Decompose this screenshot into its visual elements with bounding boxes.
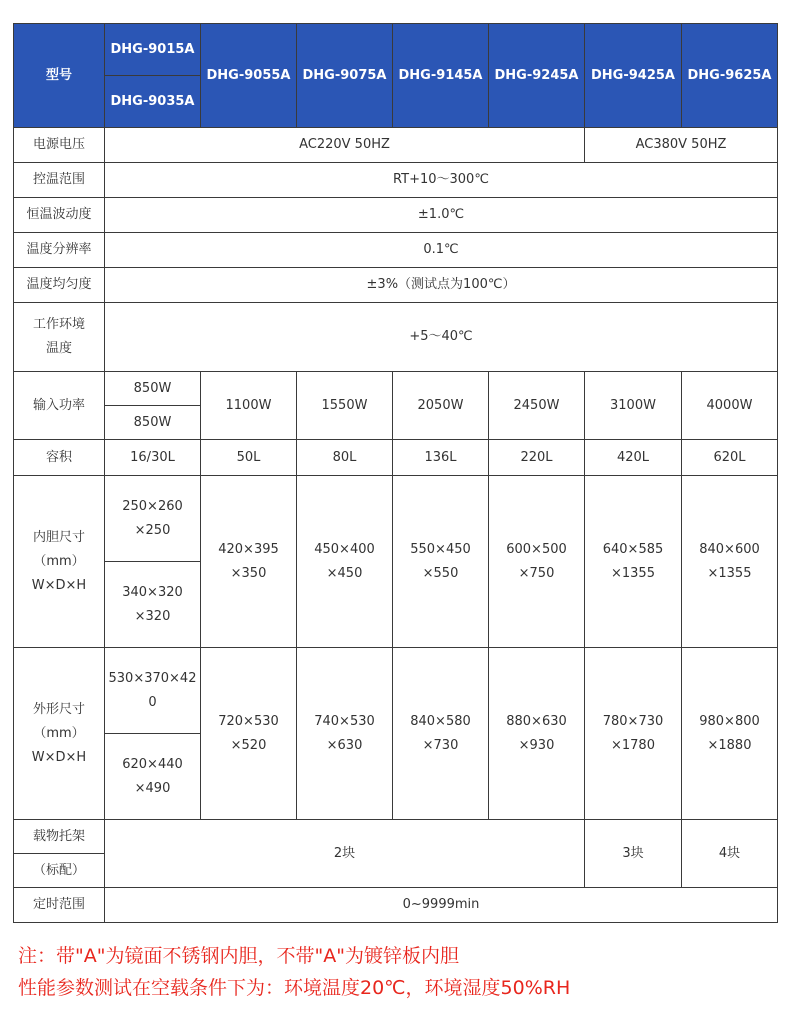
temp-range-label: 控温范围 <box>14 163 105 198</box>
model-dhg-9015a: DHG-9015A <box>105 24 201 76</box>
volume-9015a-9035a: 16/30L <box>105 440 201 476</box>
env-temp-label-line2: 温度 <box>45 341 72 356</box>
inner-size-9245a: 600×500 ×750 <box>489 476 585 648</box>
timer-label: 定时范围 <box>14 888 105 923</box>
inner-size-9075a: 450×400 ×450 <box>297 476 393 648</box>
table-row <box>14 648 778 734</box>
power-9055a: 1100W <box>201 372 297 440</box>
resolution-label: 温度分辨率 <box>14 233 105 268</box>
note-line-2: 性能参数测试在空载条件下为：环境温度20℃，环境湿度50%RH <box>18 977 571 999</box>
voltage-label: 电源电压 <box>14 128 105 163</box>
volume-label: 容积 <box>14 440 105 476</box>
outer-size-9015a: 530×370×42 0 <box>105 648 201 734</box>
table-row <box>14 268 778 303</box>
power-9145a: 2050W <box>393 372 489 440</box>
power-9015a: 850W <box>105 372 201 406</box>
outer-size-label-line3: W×D×H <box>31 749 87 765</box>
model-dhg-9425a: DHG-9425A <box>585 24 682 128</box>
inner-size-9625a: 840×600 ×1355 <box>682 476 778 648</box>
env-temp-label-line1: 工作环境 <box>32 317 85 332</box>
table-row <box>14 163 778 198</box>
power-label: 输入功率 <box>14 372 105 440</box>
timer-value: 0~9999min <box>105 888 778 923</box>
table-row <box>14 820 778 854</box>
outer-size-9145a: 840×580 ×730 <box>393 648 489 820</box>
power-9425a: 3100W <box>585 372 682 440</box>
model-dhg-9035a: DHG-9035A <box>105 76 201 128</box>
inner-size-label-line1: 内胆尺寸 <box>32 529 85 545</box>
voltage-value-380: AC380V 50HZ <box>585 128 778 163</box>
temp-range-value: RT+10～300℃ <box>105 163 778 198</box>
inner-size-label-line2: （mm） <box>33 553 85 569</box>
uniformity-label: 温度均匀度 <box>14 268 105 303</box>
shelf-label-line1: 载物托架 <box>14 820 105 854</box>
outer-size-label <box>14 648 105 820</box>
outer-size-9035a: 620×440 ×490 <box>105 734 201 820</box>
table-row <box>14 233 778 268</box>
inner-size-9035a: 340×320 ×320 <box>105 562 201 648</box>
volume-9075a: 80L <box>297 440 393 476</box>
inner-size-9145a: 550×450 ×550 <box>393 476 489 648</box>
power-9075a: 1550W <box>297 372 393 440</box>
outer-size-label-line2: （mm） <box>33 725 85 741</box>
model-dhg-9625a: DHG-9625A <box>682 24 778 128</box>
table-row <box>14 440 778 476</box>
table-row <box>14 372 778 406</box>
resolution-value: 0.1℃ <box>105 233 778 268</box>
note-line-1: 注：带"A"为镜面不锈钢内胆，不带"A"为镀锌板内胆 <box>18 945 459 967</box>
outer-size-label-line1: 外形尺寸 <box>32 701 85 717</box>
outer-size-9245a: 880×630 ×930 <box>489 648 585 820</box>
inner-size-label-line3: W×D×H <box>31 577 87 593</box>
volume-9245a: 220L <box>489 440 585 476</box>
shelf-value-9625a: 4块 <box>682 820 778 888</box>
volume-9055a: 50L <box>201 440 297 476</box>
fluctuation-value: ±1.0℃ <box>105 198 778 233</box>
inner-size-label <box>14 476 105 648</box>
volume-9625a: 620L <box>682 440 778 476</box>
outer-size-9075a: 740×530 ×630 <box>297 648 393 820</box>
voltage-value-220: AC220V 50HZ <box>105 128 585 163</box>
power-9035a: 850W <box>105 406 201 440</box>
uniformity-value: ±3%（测试点为100℃） <box>105 268 778 303</box>
outer-size-9425a: 780×730 ×1780 <box>585 648 682 820</box>
spec-table <box>13 23 778 923</box>
model-header-label: 型号 <box>14 24 105 128</box>
shelf-value-small: 2块 <box>105 820 585 888</box>
outer-size-9055a: 720×530 ×520 <box>201 648 297 820</box>
inner-size-9425a: 640×585 ×1355 <box>585 476 682 648</box>
env-temp-label <box>14 303 105 372</box>
outer-size-9625a: 980×800 ×1880 <box>682 648 778 820</box>
model-dhg-9075a: DHG-9075A <box>297 24 393 128</box>
table-row <box>14 198 778 233</box>
model-dhg-9245a: DHG-9245A <box>489 24 585 128</box>
table-row <box>14 128 778 163</box>
table-row <box>14 303 778 372</box>
shelf-label-line2: （标配） <box>14 854 105 888</box>
volume-9425a: 420L <box>585 440 682 476</box>
power-9245a: 2450W <box>489 372 585 440</box>
inner-size-9015a: 250×260 ×250 <box>105 476 201 562</box>
power-9625a: 4000W <box>682 372 778 440</box>
inner-size-9055a: 420×395 ×350 <box>201 476 297 648</box>
shelf-value-9425a: 3块 <box>585 820 682 888</box>
model-dhg-9055a: DHG-9055A <box>201 24 297 128</box>
model-dhg-9145a: DHG-9145A <box>393 24 489 128</box>
env-temp-value: +5～40℃ <box>105 303 778 372</box>
table-row <box>14 476 778 562</box>
fluctuation-label: 恒温波动度 <box>14 198 105 233</box>
table-row <box>14 888 778 923</box>
notes <box>18 940 570 1004</box>
volume-9145a: 136L <box>393 440 489 476</box>
